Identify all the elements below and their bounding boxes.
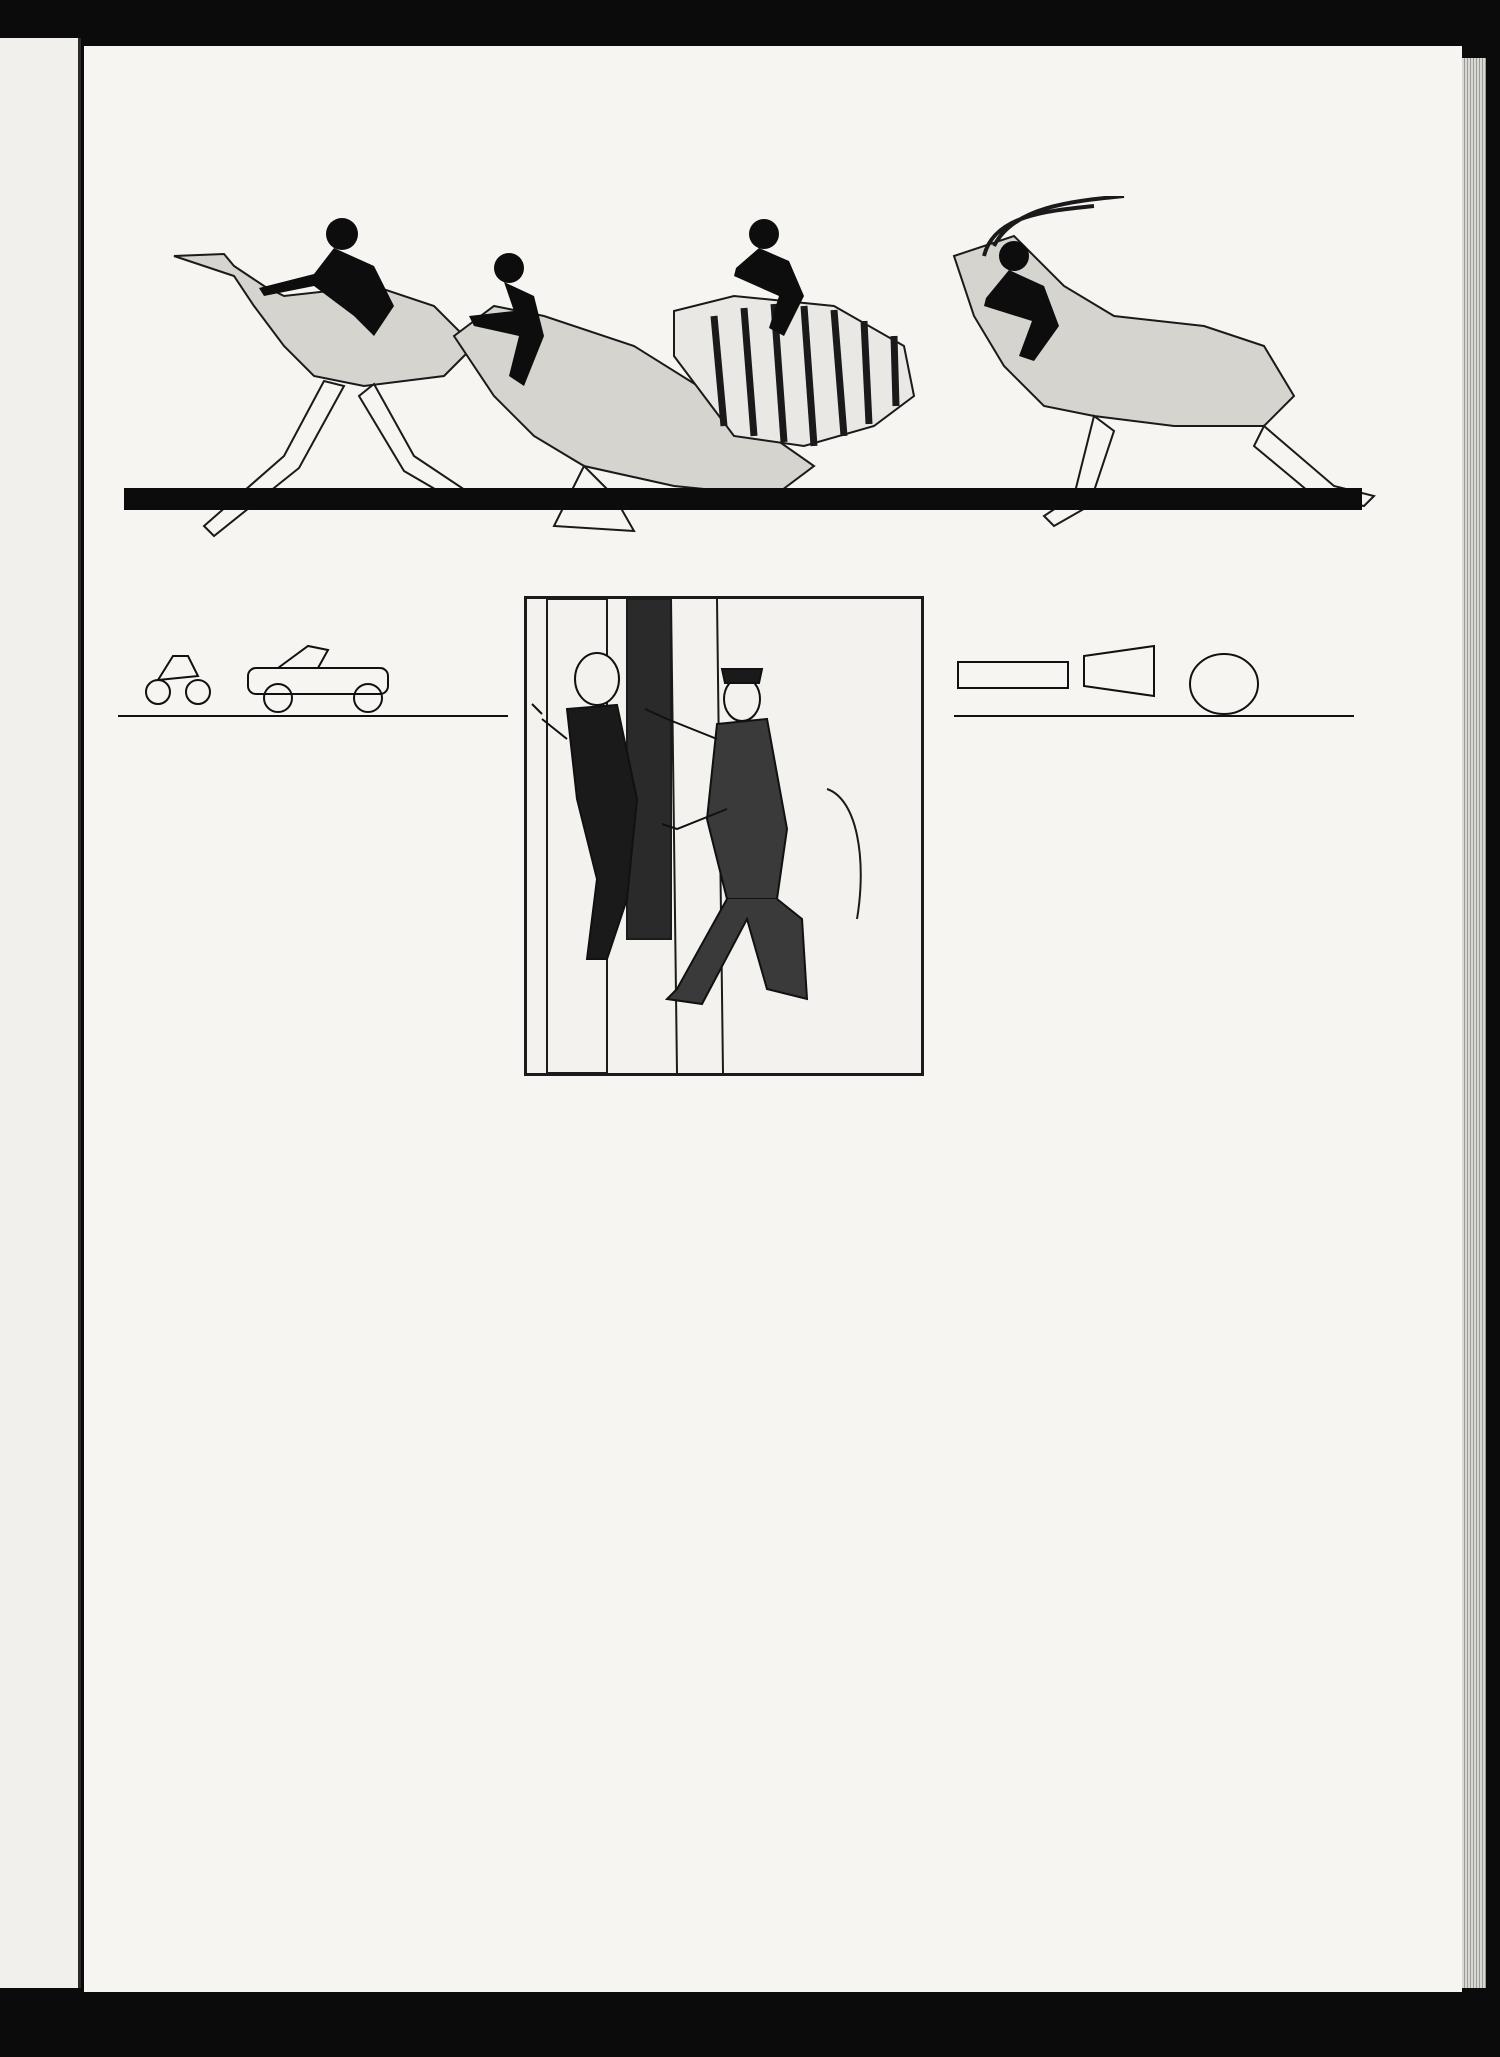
- autos-header: [118, 586, 506, 746]
- column-autos: [118, 586, 506, 772]
- autos-header-art: [118, 586, 518, 726]
- cartoon-frame: [524, 596, 924, 1076]
- page-stack-edge: [1462, 58, 1486, 1988]
- column-middle: [534, 586, 930, 1084]
- column-money: [954, 586, 1358, 746]
- cartoon-illustration: [527, 599, 921, 1073]
- money-header-art: [954, 586, 1358, 726]
- magazine-page: [84, 46, 1462, 1992]
- banner-rule: [124, 488, 1362, 510]
- previous-page-edge: [0, 38, 81, 1988]
- money-header: [954, 586, 1358, 746]
